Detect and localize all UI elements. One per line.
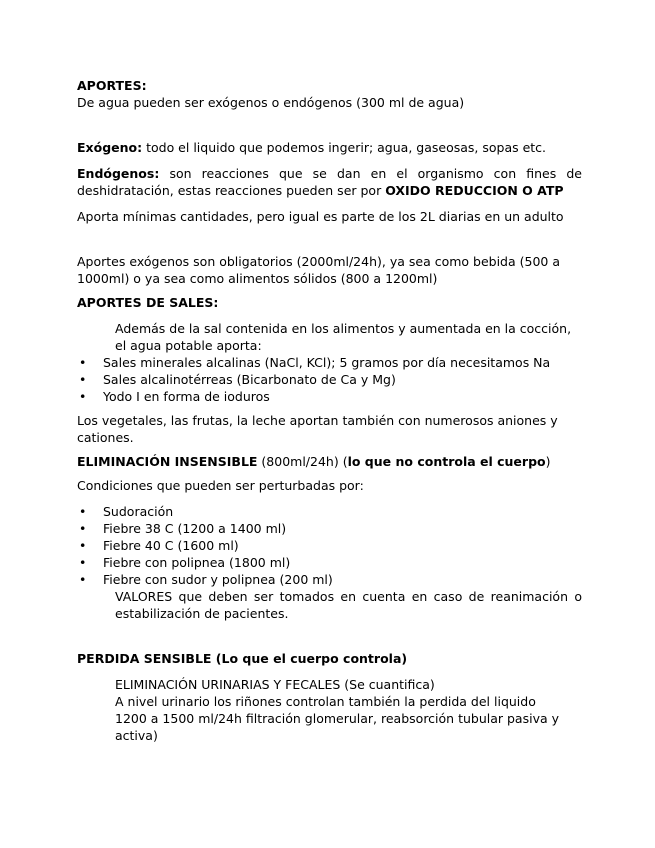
eliminacion-list bbox=[77, 503, 582, 588]
aporta-minimas-text: Aporta mínimas cantidades, pero igual es parte de los 2L diarias en un adulto bbox=[77, 209, 564, 224]
list-item: • Fiebre con sudor y polipnea (200 ml) bbox=[79, 572, 333, 587]
list-item: • Fiebre con polipnea (1800 ml) bbox=[79, 555, 291, 570]
list-item: • Fiebre 40 C (1600 ml) bbox=[79, 538, 239, 553]
bullet-icon: • bbox=[79, 372, 87, 387]
aportes-text: De agua pueden ser exógenos o endógenos (300 ml de agua) bbox=[77, 95, 465, 110]
perdida-line-1: ELIMINACIÓN URINARIAS Y FECALES (Se cuantifica) bbox=[115, 677, 435, 692]
list-item: • Sales minerales alcalinas (NaCl, KCl); 5 gramos por día necesitamos Na bbox=[79, 355, 551, 370]
endogenos-bold-tail: OXIDO REDUCCION O ATP bbox=[385, 183, 564, 198]
bullet-icon: • bbox=[79, 521, 87, 536]
endogenos-text: son reacciones que se dan en el organismo con fines de deshidratación, estas reacciones pueden ser por bbox=[77, 166, 582, 198]
eliminacion-heading: ELIMINACIÓN INSENSIBLE bbox=[77, 454, 258, 469]
list-item: • Fiebre 38 C (1200 a 1400 ml) bbox=[79, 521, 287, 536]
eliminacion-heading-line: ELIMINACIÓN INSENSIBLE (800ml/24h) (lo que no controla el cuerpo) bbox=[77, 454, 551, 469]
aportes-exogenos-text: Aportes exógenos son obligatorios (2000ml/24h), ya sea como bebida (500 a 1000ml) o ya sea como alimentos sólidos (800 a 1200ml) bbox=[77, 254, 560, 286]
endogenos-paragraph bbox=[77, 165, 582, 199]
bullet-icon: • bbox=[79, 389, 87, 404]
perdida-line-2: A nivel urinario los riñones controlan también la perdida del liquido bbox=[115, 694, 536, 709]
bullet-icon: • bbox=[79, 504, 87, 519]
list-item: • Sudoración bbox=[79, 504, 174, 519]
list-item: • Yodo I en forma de ioduros bbox=[79, 389, 270, 404]
condiciones-text: Condiciones que pueden ser perturbadas por: bbox=[77, 478, 364, 493]
bullet-icon: • bbox=[79, 555, 87, 570]
aportes-heading: APORTES: bbox=[77, 78, 147, 93]
sales-heading: APORTES DE SALES: bbox=[77, 295, 219, 310]
sales-intro: Además de la sal contenida en los alimentos y aumentada en la cocción, el agua potable aporta: bbox=[115, 321, 572, 353]
eliminacion-bold-note: lo que no controla el cuerpo bbox=[347, 454, 546, 469]
exogeno-paragraph bbox=[77, 139, 582, 156]
perdida-heading: PERDIDA SENSIBLE (Lo que el cuerpo controla) bbox=[77, 651, 408, 666]
document-page bbox=[77, 68, 582, 744]
perdida-line-3: 1200 a 1500 ml/24h filtración glomerular, reabsorción tubular pasiva y activa) bbox=[115, 711, 560, 743]
eliminacion-amount: (800ml/24h) ( bbox=[257, 454, 348, 469]
exogeno-text: todo el liquido que podemos ingerir; agua, gaseosas, sopas etc. bbox=[142, 140, 547, 155]
vegetales-text: Los vegetales, las frutas, la leche aportan también con numerosos aniones y cationes. bbox=[77, 413, 558, 445]
exogeno-label: Exógeno: bbox=[77, 140, 143, 155]
bullet-icon: • bbox=[79, 538, 87, 553]
bullet-icon: • bbox=[79, 355, 87, 370]
endogenos-label: Endógenos: bbox=[77, 166, 160, 181]
valores-text: VALORES que deben ser tomados en cuenta en caso de reanimación o estabilización de pacientes. bbox=[115, 589, 582, 621]
list-item: • Sales alcalinotérreas (Bicarbonato de Ca y Mg) bbox=[79, 372, 396, 387]
bullet-icon: • bbox=[79, 572, 87, 587]
sales-list bbox=[77, 354, 582, 405]
